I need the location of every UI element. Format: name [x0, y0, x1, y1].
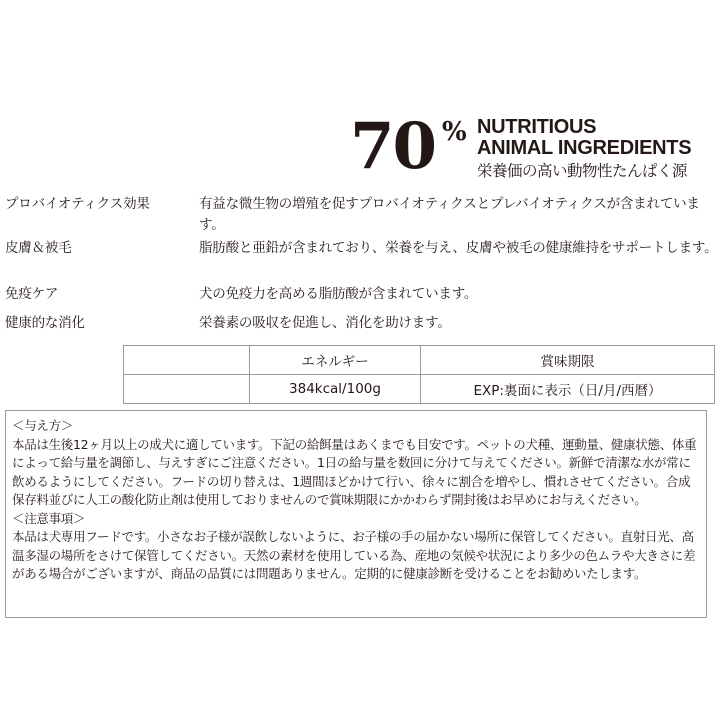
table-empty-cell: [124, 346, 250, 375]
energy-value: 384kcal/100g: [250, 375, 421, 404]
energy-table: [123, 345, 715, 404]
feature-label: 皮膚＆被毛: [5, 240, 72, 256]
expiry-value: EXP:裏面に表示（日/月/西暦）: [421, 375, 715, 404]
headline-line2: ANIMAL INGREDIENTS: [477, 137, 692, 159]
percent-number: 70: [350, 109, 436, 184]
feature-item: [5, 284, 720, 313]
percent-sign: %: [442, 117, 467, 147]
table-value-row: [124, 375, 715, 404]
feature-item: [5, 194, 720, 238]
feature-item: [5, 238, 720, 284]
feature-description: 有益な微生物の増殖を促すプロバイオティクスとプレバイオティクスが含まれています。: [199, 196, 700, 233]
feature-description: 栄養素の吸収を促進し、消化を助けます。: [199, 315, 451, 331]
table-header-row: [124, 346, 715, 375]
energy-header: エネルギー: [250, 346, 421, 375]
feature-label: 免疫ケア: [5, 286, 59, 302]
headline-subtitle: 栄養価の高い動物性たんぱく源: [477, 162, 688, 180]
caution-title: ＜注意事項＞: [12, 510, 86, 526]
feature-item: [5, 313, 720, 339]
expiry-header: 賞味期限: [421, 346, 715, 375]
table-empty-cell: [124, 375, 250, 404]
feature-list: [5, 194, 720, 339]
headline-line1: NUTRITIOUS: [477, 116, 597, 138]
feature-label: 健康的な消化: [5, 315, 85, 331]
notes-box: [5, 410, 707, 618]
feeding-text: 本品は生後12ヶ月以上の成犬に適しています。下記の給餌量はあくまでも目安です。ペットの犬種、運動量、健康状態、体重によって給与量を調節し、与えすぎにご注意ください。1日の給与量を数回に分けて与えてください。新鮮で清潔な水が常に飲めるようにしてください。フードの切り替えは、1週間ほどかけて行い、徐々に割合を増やし、慣れさせてください。合成保存料並びに人工の酸化防止剤は使用しておりませんので賞味期限にかかわらず開封後はお早めにお与えください。: [12, 436, 697, 507]
feature-description: 犬の免疫力を高める脂肪酸が含まれています。: [199, 286, 478, 302]
feature-description: 脂肪酸と亜鉛が含まれており、栄養を与え、皮膚や被毛の健康維持をサポートします。: [199, 240, 718, 256]
feeding-title: ＜与え方＞: [12, 418, 74, 433]
caution-text: 本品は犬専用フードです。小さなお子様が誤飲しないように、お子様の手の届かない場所に保管してください。直射日光、高温多湿の場所をさけて保管してください。天然の素材を使用している為、産地の気候や状況により多少の色ムラや大きさに差がある場合がございますが、商品の品質には問題ありません。定期的に健康診断を受けることをお勧めいたします。: [12, 529, 696, 581]
feature-label: プロバイオティクス効果: [5, 196, 150, 212]
